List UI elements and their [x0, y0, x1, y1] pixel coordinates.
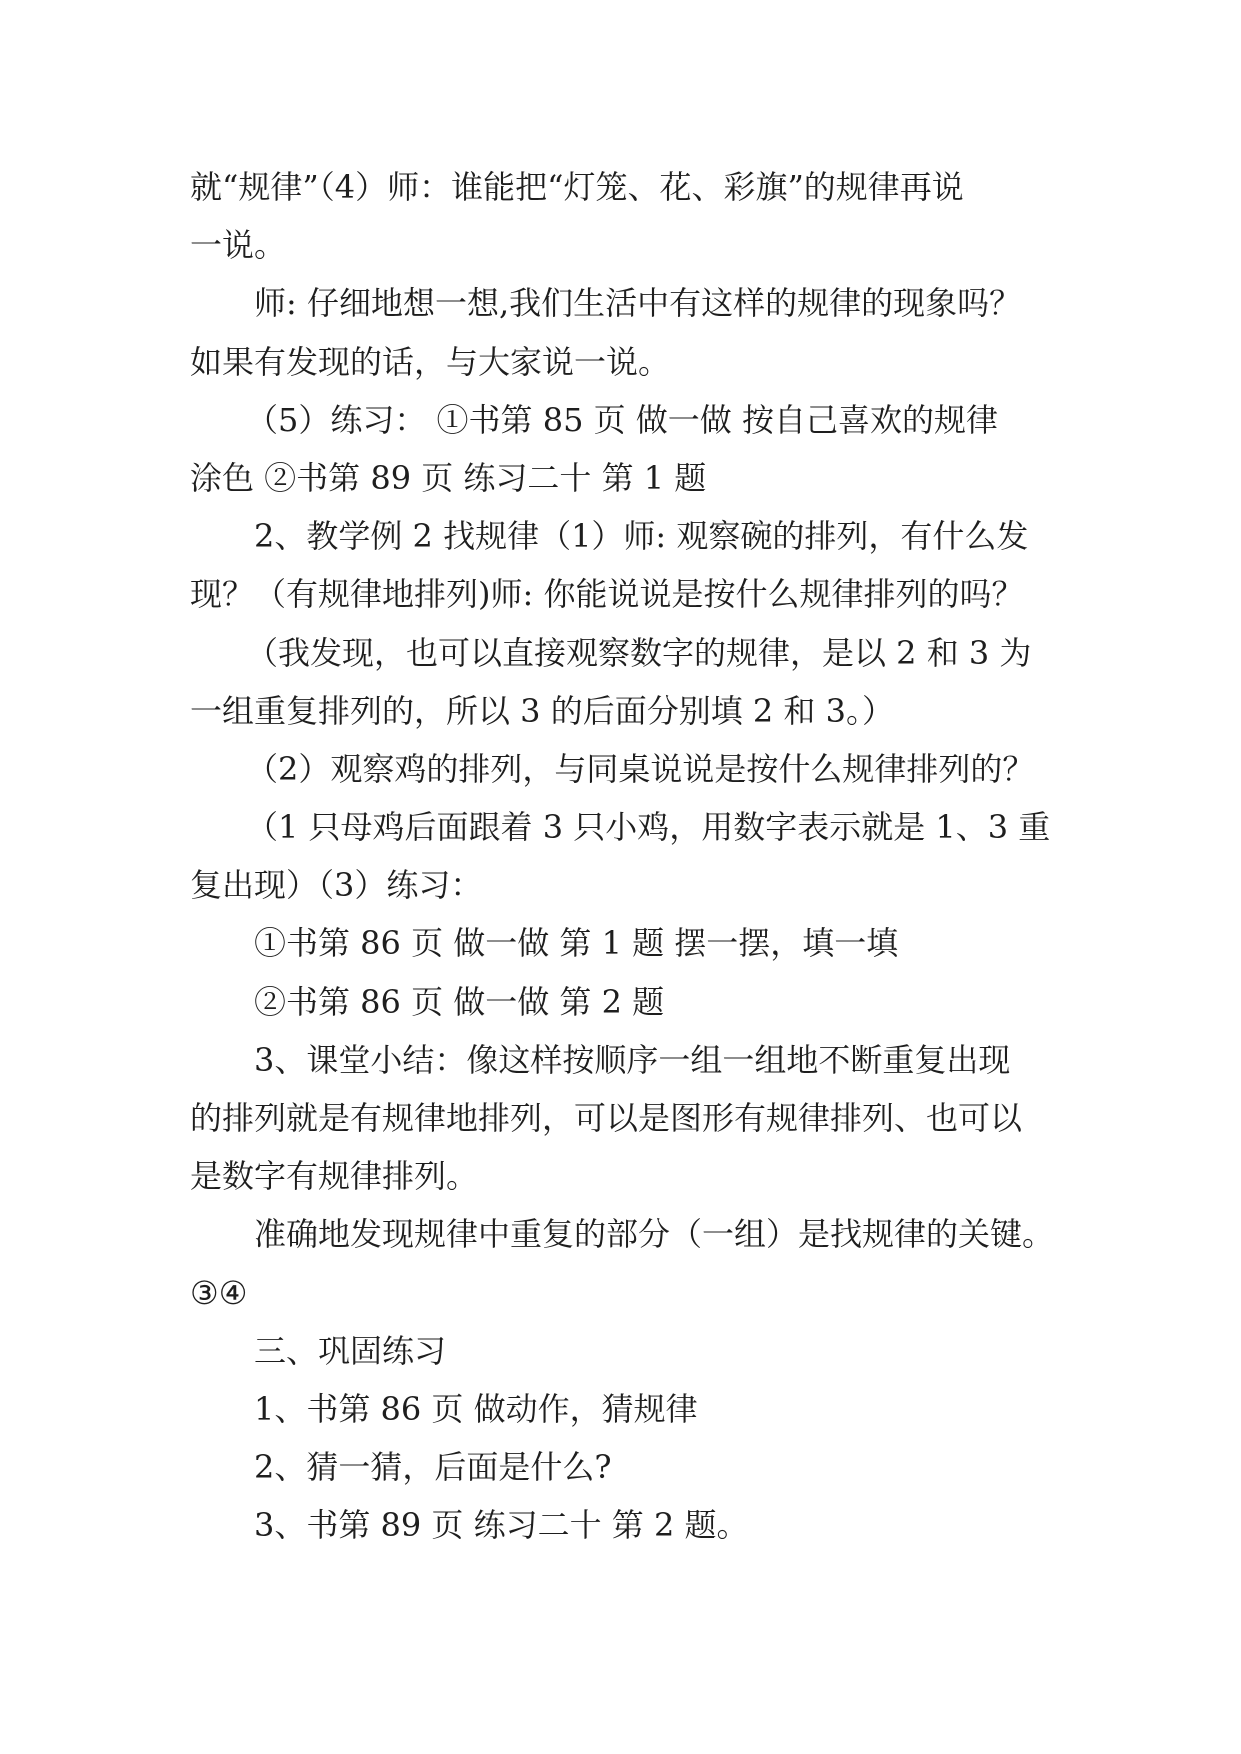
- paragraph: [190, 391, 1050, 507]
- paragraph: [190, 798, 1050, 914]
- text-line: （2）观察鸡的排列，与同桌说说是按什么规律排列的？: [246, 749, 1035, 788]
- paragraph: [190, 973, 1050, 1031]
- text-line: 现？（有规律地排列)师: 你能说说是按什么规律排列的吗？: [190, 575, 1024, 614]
- paragraph: [190, 1438, 1050, 1496]
- paragraph: [190, 740, 1050, 798]
- text-line: 一说。: [190, 226, 287, 265]
- paragraph: [190, 1496, 1050, 1554]
- text-line: 2、猜一猜，后面是什么?: [254, 1448, 612, 1487]
- text-line: 三、巩固练习: [254, 1331, 447, 1370]
- text-line: 就“规律”（4）师：谁能把“灯笼、花、彩旗”的规律再说: [190, 168, 964, 206]
- text-line: 涂色 ②书第 89 页 练习二十 第 1 题: [190, 458, 707, 497]
- text-line: 3、书第 89 页 练习二十 第 2 题。: [254, 1506, 749, 1545]
- text-line: 的排列就是有规律地排列，可以是图形有规律排列、也可以: [190, 1099, 1023, 1137]
- paragraph: [190, 507, 1050, 623]
- text-line: （我发现，也可以直接观察数字的规律，是以 2 和 3 为: [246, 633, 1032, 672]
- paragraph: [190, 274, 1050, 390]
- paragraph: [190, 1205, 1055, 1321]
- text-line: 是数字有规律排列。: [190, 1157, 479, 1196]
- text-line: 1、书第 86 页 做动作，猜规律: [254, 1389, 698, 1428]
- text-line: 准确地发现规律中重复的部分（一组）是找规律的关键。: [254, 1215, 1055, 1254]
- text-line: ③④: [190, 1273, 248, 1312]
- body-text: [190, 158, 1055, 1555]
- paragraph: [190, 914, 1050, 972]
- text-line: 3、课堂小结：像这样按顺序一组一组地不断重复出现: [254, 1040, 1011, 1079]
- text-line: 师: 仔细地想一想,我们生活中有这样的规律的现象吗？: [254, 284, 1022, 323]
- paragraph: [190, 624, 1050, 740]
- text-line: 一组重复排列的，所以 3 的后面分别填 2 和 3。）: [190, 691, 894, 730]
- text-line: 2、教学例 2 找规律（1）师: 观察碗的排列，有什么发: [254, 517, 1029, 556]
- text-line: 如果有发现的话，与大家说一说。: [190, 342, 671, 381]
- paragraph: [190, 1031, 1050, 1206]
- paragraph: [190, 1380, 1050, 1438]
- text-line: （1 只母鸡后面跟着 3 只小鸡，用数字表示就是 1、3 重: [246, 808, 1051, 847]
- text-line: （5）练习： ①书第 85 页 做一做 按自己喜欢的规律: [246, 400, 998, 439]
- section-heading: [190, 1322, 1050, 1380]
- text-line: ②书第 86 页 做一做 第 2 题: [254, 982, 665, 1021]
- text-line: 复出现）（3）练习：: [190, 866, 483, 905]
- text-line: ①书第 86 页 做一做 第 1 题 摆一摆，填一填: [254, 924, 899, 963]
- paragraph: [190, 158, 1050, 274]
